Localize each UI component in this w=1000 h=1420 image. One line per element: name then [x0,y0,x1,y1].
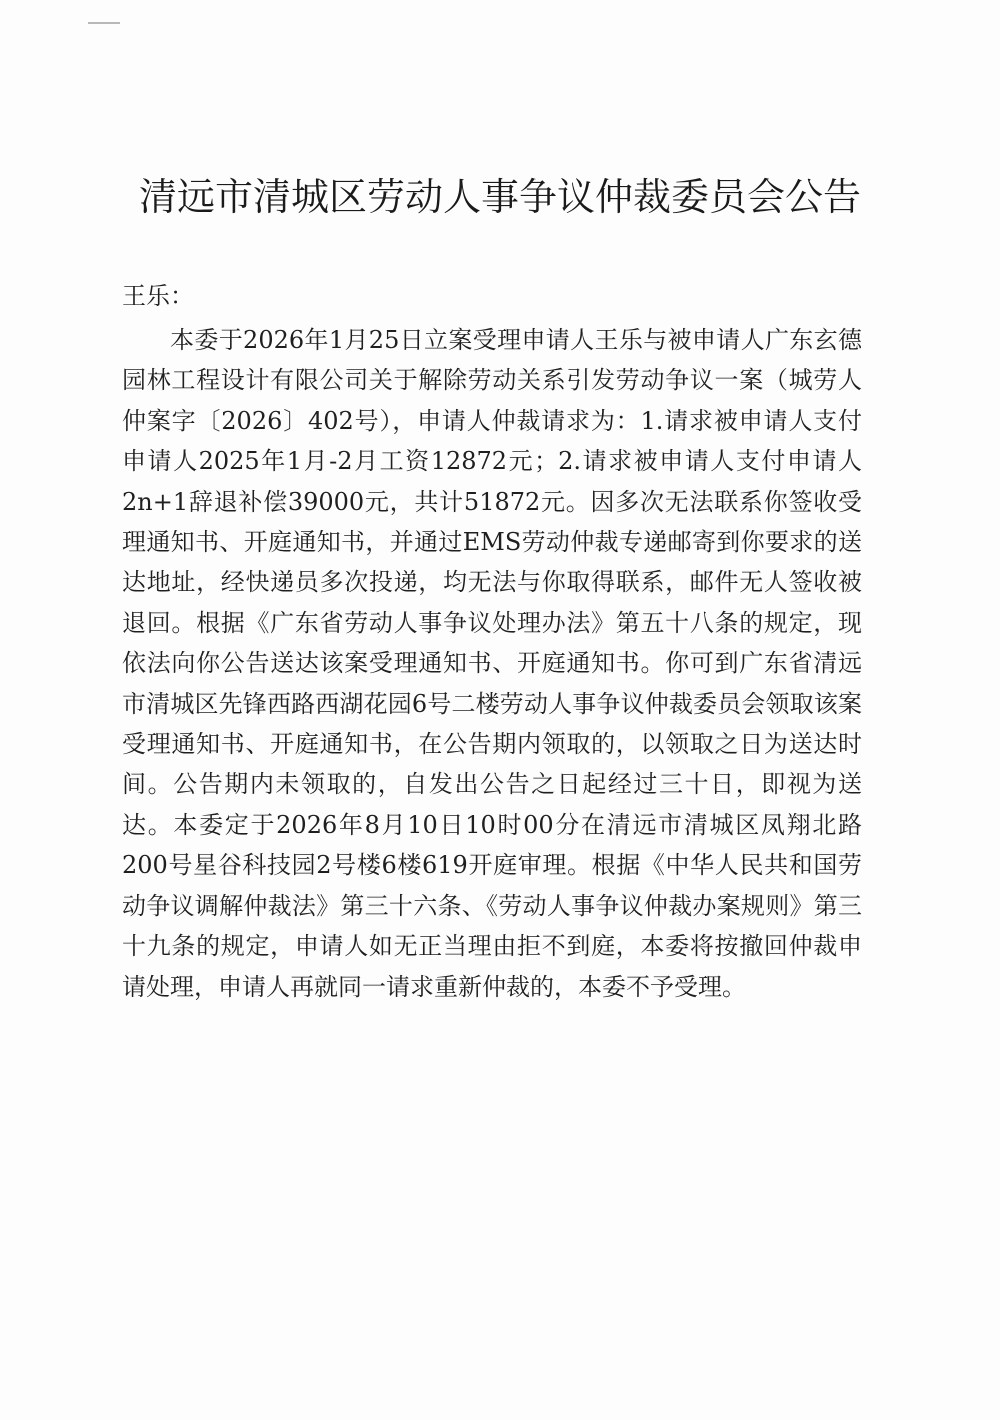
page-title: 清远市清城区劳动人事争议仲裁委员会公告 [138,175,861,219]
notice-body: 本委于2026年1月25日立案受理申请人王乐与被申请人广东玄德园林工程设计有限公司关于解除劳动关系引发劳动争议一案（城劳人仲案字〔2026〕402号），申请人仲裁请求为：1.请求被申请人支付申请人2025年1月-2月工资12872元；2.请求被申请人支付申请人2n+1辞退补偿39000元，共计51872元。因多次无法联系你签收受理通知书、开庭通知书，并通过EMS劳动仲裁专递邮寄到你要求的送达地址，经快递员多次投递，均无法与你取得联系，邮件无人签收被退回。根据《广东省劳动人事争议处理办法》第五十八条的规定，现依法向你公告送达该案受理通知书、开庭通知书。你可到广东省清远市清城区先锋西路西湖花园6号二楼劳动人事争议仲裁委员会领取该案受理通知书、开庭通知书，在公告期内领取的，以领取之日为送达时间。公告期内未领取的，自发出公告之日起经过三十日，即视为送达。本委定于2026年8月10日10时00分在清远市清城区凤翔北路200号星谷科技园2号楼6楼619开庭审理。根据《中华人民共和国劳动争议调解仲裁法》第三十六条、《劳动人事争议仲裁办案规则》第三十九条的规定，申请人如无正当理由拒不到庭，本委将按撤回仲裁申请处理，申请人再就同一请求重新仲裁的，本委不予受理。 [122,326,862,1001]
scan-mark [88,22,120,24]
salutation: 王乐： [122,282,194,310]
